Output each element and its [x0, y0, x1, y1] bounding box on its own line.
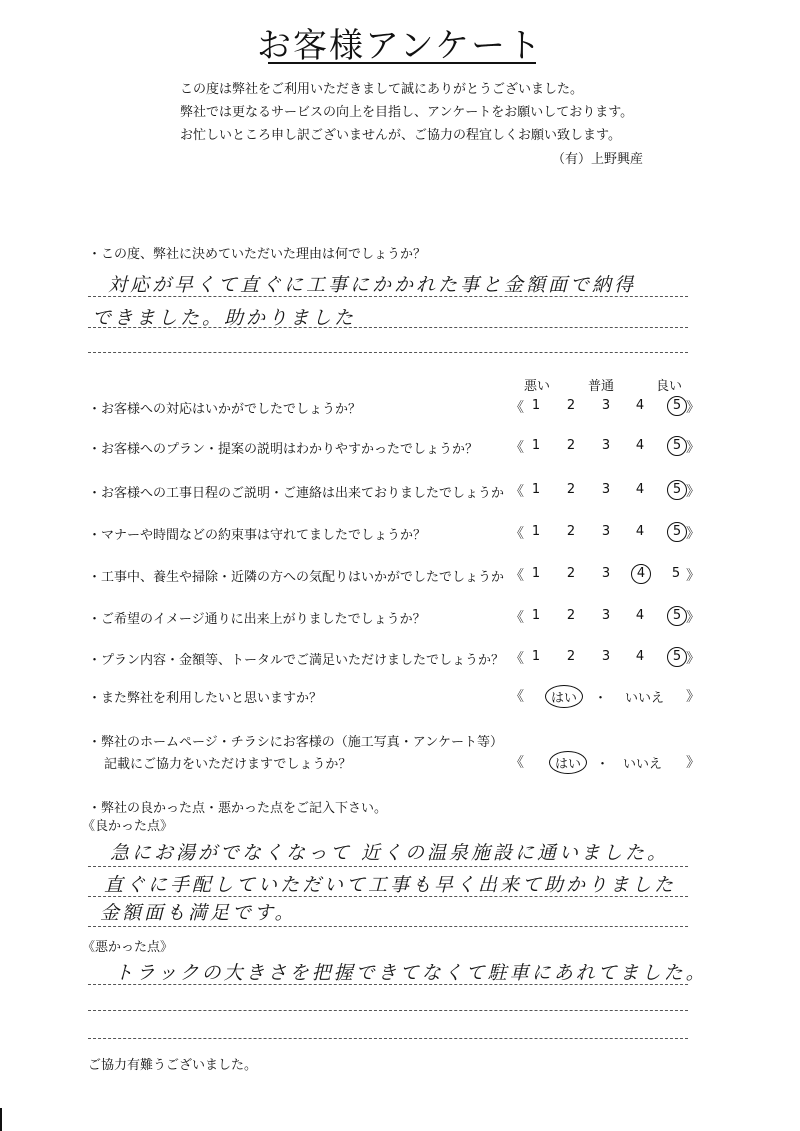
answer-line — [88, 352, 688, 353]
feedback-prompt: ・弊社の良かった点・悪かった点をご記入下さい。 — [88, 801, 388, 816]
rating-option-1[interactable]: 1 — [531, 482, 541, 497]
rating-option-4[interactable]: 4 — [631, 564, 651, 584]
rating-question: ・お客様への工事日程のご説明・ご連絡は出来ておりましたでしょうか — [88, 486, 505, 501]
bracket-close: 》 — [686, 400, 700, 416]
rating-question: ・マナーや時間などの約束事は守れてましたでしょうか？ — [88, 528, 427, 543]
rating-option-3[interactable]: 3 — [601, 482, 611, 497]
rating-option-2[interactable]: 2 — [566, 482, 576, 497]
rating-option-5[interactable]: 5 — [667, 396, 687, 416]
bracket-open: 《 — [510, 484, 524, 500]
rating-option-2[interactable]: 2 — [566, 649, 576, 664]
rating-option-5[interactable]: 5 — [667, 606, 687, 626]
answer-line — [88, 896, 688, 897]
rating-question: ・工事中、養生や掃除・近隣の方への気配りはいかがでしたでしょうか — [88, 570, 505, 585]
rating-option-1[interactable]: 1 — [531, 398, 541, 413]
bracket-close: 》 — [686, 484, 700, 500]
scale-bad-label: 悪い — [524, 379, 551, 394]
rating-option-1[interactable]: 1 — [531, 649, 541, 664]
rating-option-3[interactable]: 3 — [601, 608, 611, 623]
rating-option-2[interactable]: 2 — [566, 608, 576, 623]
rating-option-1[interactable]: 1 — [531, 438, 541, 453]
good-points-line-3[interactable]: 金額面も満足です。 — [100, 902, 297, 924]
reason-answer-line-2[interactable]: できました。助かりました — [92, 307, 357, 329]
bracket-open: 《 — [510, 755, 524, 771]
bracket-close: 》 — [686, 610, 700, 626]
rating-option-4[interactable]: 4 — [635, 524, 645, 539]
scale-good-label: 良い — [656, 379, 683, 394]
rating-option-5[interactable]: 5 — [671, 566, 681, 581]
rating-option-1[interactable]: 1 — [531, 608, 541, 623]
option-separator: ・ — [594, 691, 608, 706]
rating-option-5[interactable]: 5 — [667, 480, 687, 500]
intro-line-3: お忙しいところ申し訳ございませんが、ご協力の程宜しくお願い致します。 — [180, 128, 621, 143]
rating-option-2[interactable]: 2 — [566, 398, 576, 413]
answer-line — [88, 1038, 688, 1039]
scan-edge-mark — [0, 1108, 2, 1131]
revisit-no-option[interactable]: いいえ — [625, 691, 665, 706]
bracket-open: 《 — [510, 651, 524, 667]
bracket-open: 《 — [510, 610, 524, 626]
answer-line — [88, 866, 688, 867]
answer-line — [88, 1010, 688, 1011]
title-underline — [268, 62, 536, 64]
rating-option-4[interactable]: 4 — [635, 608, 645, 623]
revisit-question: ・また弊社を利用したいと思いますか？ — [88, 691, 323, 706]
rating-option-3[interactable]: 3 — [601, 524, 611, 539]
good-points-line-2[interactable]: 直ぐに手配していただいて工事も早く出来て助かりました — [104, 874, 677, 896]
answer-line — [88, 327, 688, 328]
bracket-close: 》 — [686, 568, 700, 584]
good-points-line-1[interactable]: 急にお湯がでなくなって 近くの温泉施設に通いました。 — [110, 842, 670, 864]
rating-option-5[interactable]: 5 — [667, 436, 687, 456]
good-points-label: 《良かった点》 — [82, 819, 174, 834]
answer-line — [88, 984, 688, 985]
rating-question: ・お客様への対応はいかがでしたでしょうか？ — [88, 402, 362, 417]
rating-option-2[interactable]: 2 — [566, 566, 576, 581]
bracket-open: 《 — [510, 689, 524, 705]
bad-points-label: 《悪かった点》 — [82, 940, 174, 955]
bracket-close: 》 — [686, 755, 700, 771]
publish-no-option[interactable]: いいえ — [623, 757, 663, 772]
rating-option-4[interactable]: 4 — [635, 438, 645, 453]
rating-option-3[interactable]: 3 — [601, 566, 611, 581]
company-name: （有）上野興産 — [552, 152, 644, 167]
rating-option-5[interactable]: 5 — [667, 522, 687, 542]
scale-normal-label: 普通 — [588, 379, 615, 394]
publish-yes-option[interactable]: はい — [549, 751, 587, 774]
rating-option-3[interactable]: 3 — [601, 438, 611, 453]
bracket-open: 《 — [510, 440, 524, 456]
rating-option-1[interactable]: 1 — [531, 524, 541, 539]
rating-option-3[interactable]: 3 — [601, 649, 611, 664]
closing-message: ご協力有難うございました。 — [88, 1058, 258, 1073]
intro-line-1: この度は弊社をご利用いただきまして誠にありがとうございました。 — [180, 82, 584, 97]
bad-points-line-1[interactable]: トラックの大きさを把握できてなくて駐車にあれてました。 — [114, 962, 708, 984]
publish-question-line-1: ・弊社のホームページ・チラシにお客様の（施工写真・アンケート等） — [88, 735, 503, 750]
revisit-yes-option[interactable]: はい — [545, 685, 583, 708]
answer-line — [88, 296, 688, 297]
bracket-open: 《 — [510, 526, 524, 542]
rating-question: ・ご希望のイメージ通りに出来上がりましたでしょうか？ — [88, 612, 426, 627]
bracket-close: 》 — [686, 689, 700, 705]
rating-option-2[interactable]: 2 — [566, 438, 576, 453]
intro-line-2: 弊社では更なるサービスの向上を目指し、アンケートをお願いしております。 — [180, 105, 634, 120]
option-separator: ・ — [596, 757, 610, 772]
rating-option-4[interactable]: 4 — [635, 482, 645, 497]
bracket-close: 》 — [686, 651, 700, 667]
publish-question-line-2: 記載にご協力をいただけますでしょうか？ — [104, 757, 352, 772]
answer-line — [88, 926, 688, 927]
rating-question: ・お客様へのプラン・提案の説明はわかりやすかったでしょうか？ — [88, 442, 479, 457]
rating-option-4[interactable]: 4 — [635, 398, 645, 413]
rating-question: ・プラン内容・金額等、トータルでご満足いただけましたでしょうか？ — [88, 653, 505, 668]
rating-option-4[interactable]: 4 — [635, 649, 645, 664]
rating-option-5[interactable]: 5 — [667, 647, 687, 667]
reason-answer-line-1[interactable]: 対応が早くて直ぐに工事にかかれた事と金額面で納得 — [108, 274, 637, 296]
rating-option-2[interactable]: 2 — [566, 524, 576, 539]
rating-option-3[interactable]: 3 — [601, 398, 611, 413]
bracket-open: 《 — [510, 400, 524, 416]
bracket-open: 《 — [510, 568, 524, 584]
bracket-close: 》 — [686, 440, 700, 456]
bracket-close: 》 — [686, 526, 700, 542]
page-title: お客様アンケート — [257, 26, 543, 66]
rating-option-1[interactable]: 1 — [531, 566, 541, 581]
reason-question: ・この度、弊社に決めていただいた理由は何でしょうか？ — [88, 247, 427, 262]
